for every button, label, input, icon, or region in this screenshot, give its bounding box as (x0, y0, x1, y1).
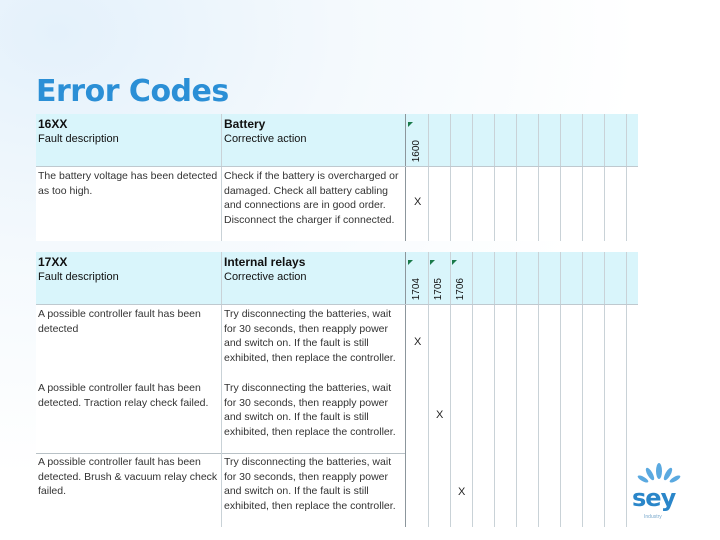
corrective-action: Try disconnecting the batteries, wait for 30 seconds, then reapply power and switch on. If the fault is still exhibited, then replace the controller. (224, 308, 396, 364)
logo-tagline: Industry (644, 514, 662, 520)
applies-mark: X (414, 196, 422, 208)
code-column-header (451, 260, 473, 300)
fault-description: A possible controller fault has been detected. Brush & vacuum relay check failed. (38, 456, 218, 498)
comment-marker-icon (408, 122, 413, 127)
corrective-action: Try disconnecting the batteries, wait for 30 seconds, then reapply power and switch on. If the fault is still exhibited, then replace the controller. (224, 382, 396, 438)
corrective-action-header: Corrective action (224, 133, 307, 145)
code-label: 1600 (411, 139, 422, 162)
table-row (36, 167, 638, 241)
code-label: 1704 (411, 277, 422, 300)
corrective-action: Try disconnecting the batteries, wait for 30 seconds, then reapply power and switch on. If the fault is still exhibited, then replace the controller. (224, 456, 396, 512)
category-title: Internal relays (224, 255, 306, 269)
table-header (36, 252, 638, 305)
comment-marker-icon (408, 260, 413, 265)
comment-marker-icon (452, 260, 457, 265)
fault-description-header: Fault description (38, 271, 119, 283)
corrective-action-header: Corrective action (224, 271, 307, 283)
fault-description: A possible controller fault has been detected. Traction relay check failed. (38, 382, 209, 409)
code-group: 17XX (38, 255, 68, 269)
table-row (36, 453, 638, 527)
table-body (36, 167, 638, 241)
comment-marker-icon (430, 260, 435, 265)
code-label: 1705 (433, 277, 444, 300)
code-group: 16XX (38, 117, 68, 131)
table-body (36, 305, 638, 527)
applies-mark: X (436, 409, 444, 421)
code-column-header (429, 260, 451, 300)
table-row (36, 379, 638, 453)
logo-text: sey (632, 484, 676, 512)
code-label: 1706 (455, 277, 466, 300)
category-title: Battery (224, 117, 266, 131)
fault-description: The battery voltage has been detected as too high. (38, 170, 218, 197)
fault-description-header: Fault description (38, 133, 119, 145)
error-table-17xx (36, 252, 638, 527)
page-title: Error Codes (36, 74, 229, 109)
applies-mark: X (414, 336, 422, 348)
table-row (36, 305, 638, 379)
company-logo (632, 462, 692, 524)
fault-description: A possible controller fault has been detected (38, 308, 201, 335)
applies-mark: X (458, 486, 466, 498)
corrective-action: Check if the battery is overcharged or damaged. Check all battery cabling and connections are in good order. Disconnect the charger if connected. (224, 170, 399, 226)
code-column-header (407, 122, 429, 162)
code-column-header (407, 260, 429, 300)
table-header (36, 114, 638, 167)
error-table-16xx (36, 114, 638, 241)
